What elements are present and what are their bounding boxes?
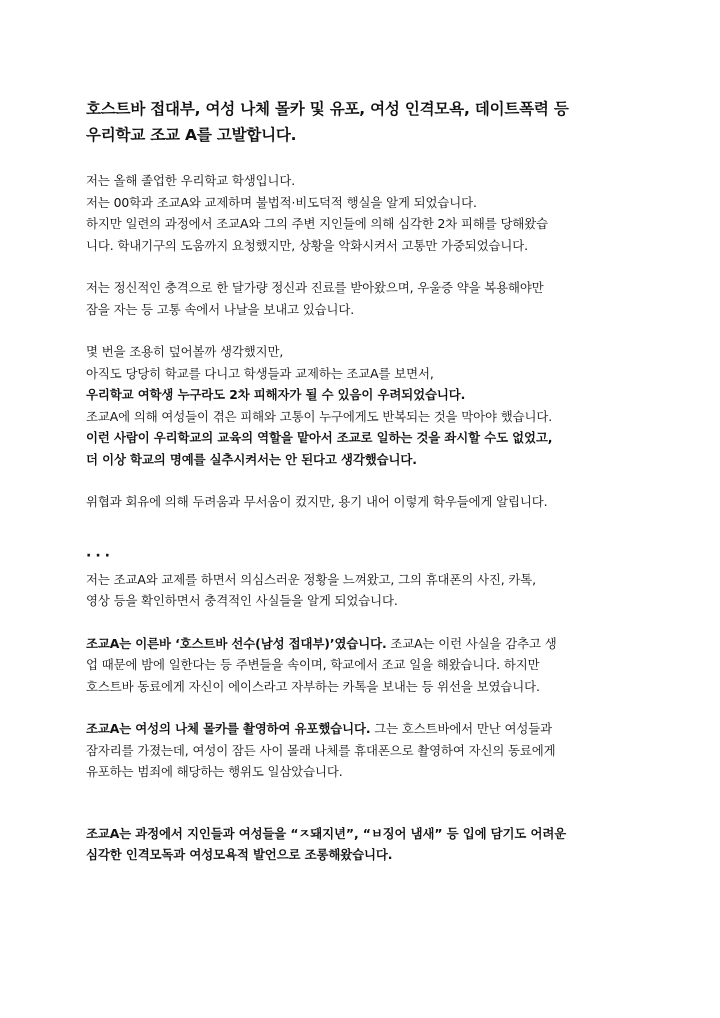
text-line: 니다. 학내기구의 도움까지 요청했지만, 상황을 악화시켜서 고통만 가중되었습니다. [86,237,528,253]
text-line [86,718,638,740]
text-line: 잠을 자는 등 고통 속에서 나날을 보내고 있습니다. [86,301,355,317]
text-span: 그는 호스트바에서 만난 여성들과 [370,721,552,736]
paragraph-mental-health [86,277,638,320]
paragraph-reasons [86,341,638,470]
paragraph-host-bar [86,633,638,698]
text-line: 아직도 당당히 학교를 다니고 학생들과 교제하는 조교A를 보면서, [86,365,434,381]
bold-text-line: 더 이상 학교의 명예를 실추시켜서는 안 된다고 생각했습니다. [86,451,417,467]
text-line: 저는 정신적인 충격으로 한 달가량 정신과 진료를 받아왔으며, 우울증 약을 복용해야만 [86,280,544,295]
text-line: 조교A에 의해 여성들이 겪은 피해와 고통이 누구에게도 반복되는 것을 막아야 했습니다. [86,408,553,424]
text-line: 몇 번을 조용히 덮어볼까 생각했지만, [86,344,284,359]
text-line: 영상 등을 확인하면서 충격적인 사실들을 알게 되었습니다. [86,593,398,608]
text-line: 유포하는 범죄에 해당하는 행위도 일삼았습니다. [86,764,343,779]
title-line-1: 호스트바 접대부, 여성 나체 몰카 및 유포, 여성 인격모욕, 데이트폭력 등 [86,100,569,118]
title-line-2: 우리학교 조교 A를 고발합니다. [86,126,297,144]
bold-text-line: 조교A는 과정에서 지인들과 여성들을 “ㅈ돼지년”, “ㅂ징어 냄새” 등 입에 담기도 어려운 [86,825,567,841]
bold-lead: 조교A는 이른바 ‘호스트바 선수(남성 접대부)’였습니다. [86,635,387,651]
bold-text-line: 심각한 인격모독과 여성모욕적 발언으로 조롱해왔습니다. [86,847,393,862]
text-line: 잠자리를 가졌는데, 여성이 잠든 사이 몰래 나체를 휴대폰으로 촬영하여 자신의 동료에게 [86,742,556,758]
paragraph-intro [86,170,638,256]
paragraph-insults [86,823,638,866]
text-line [86,633,638,655]
text-line: 업 때문에 밤에 일한다는 등 주변들을 속이며, 학교에서 조교 일을 해왔습니다. 하지만 [86,657,540,672]
text-line: 저는 조교A와 교제를 하면서 의심스러운 정황을 느껴왔고, 그의 휴대폰의 사진, 카톡, [86,571,536,587]
text-line: 하지만 일련의 과정에서 조교A와 그의 주변 지인들에 의해 심각한 2차 피해를 당해왔습 [86,216,548,231]
bold-text-line: 우리학교 여학생 누구라도 2차 피해자가 될 수 있음이 우려되었습니다. [86,387,466,402]
text-line: 위협과 회유에 의해 두려움과 무서움이 컸지만, 용기 내어 이렇게 학우들에게 알립니다. [86,494,548,509]
text-line: 호스트바 동료에게 자신이 에이스라고 자부하는 카톡을 보내는 등 위선을 보였습니다. [86,678,540,694]
section-separator-dots: ··· [86,547,114,564]
paragraph-courage [86,491,638,513]
paragraph-discovery [86,569,638,612]
text-span: 조교A는 이런 사실을 감추고 생 [386,635,557,651]
bold-text-line: 이런 사람이 우리학교의 교육의 역할을 맡아서 조교로 일하는 것을 좌시할 수도 없었고, [86,430,553,445]
text-line: 저는 00학과 조교A와 교제하며 불법적·비도덕적 행실을 알게 되었습니다. [86,194,477,210]
bold-lead: 조교A는 여성의 나체 몰카를 촬영하여 유포했습니다. [86,721,371,736]
paragraph-hidden-camera [86,718,638,783]
document-title [86,96,638,148]
text-line: 저는 올해 졸업한 우리학교 학생입니다. [86,173,296,188]
